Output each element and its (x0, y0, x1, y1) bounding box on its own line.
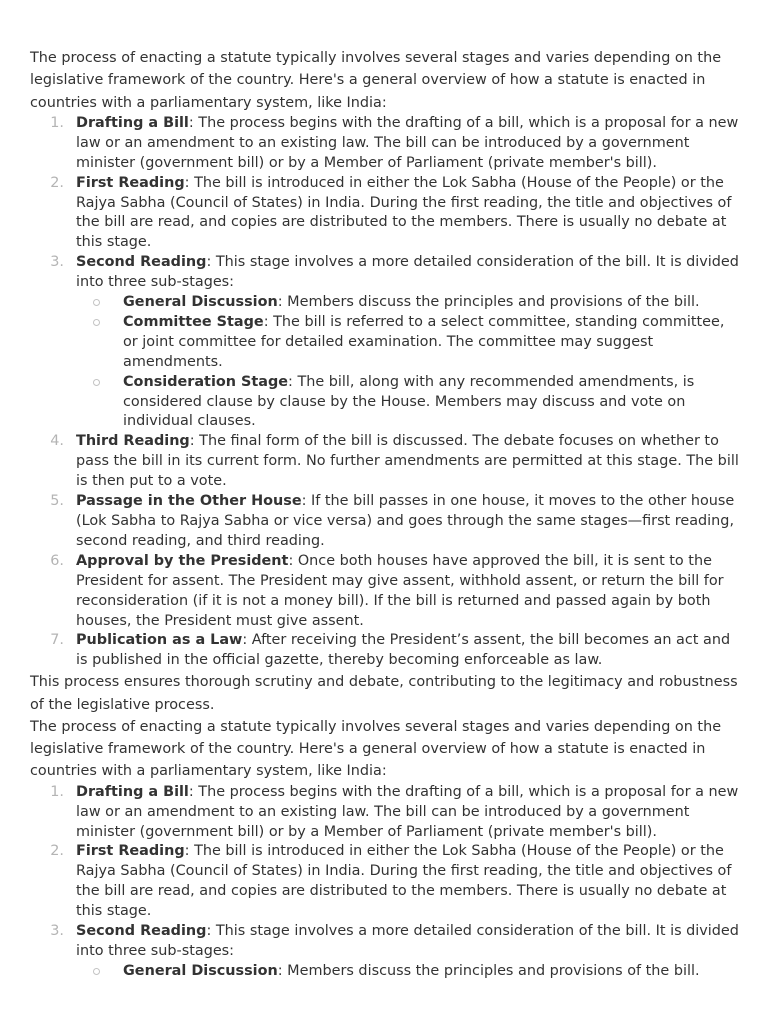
step-title: First Reading (76, 843, 185, 860)
sub-step-text: : Members discuss the principles and provisions of the bill. (277, 294, 700, 311)
sub-stages-list (76, 962, 742, 982)
sub-step-title: General Discussion (123, 294, 278, 311)
step-title: Drafting a Bill (76, 114, 189, 131)
list-number: 6. (50, 552, 64, 569)
list-number: 5. (50, 493, 64, 510)
outro-paragraph: This process ensures thorough scrutiny and debate, contributing to the legitimacy and robustness of the legislative process. (30, 674, 738, 713)
list-number: 1. (50, 783, 64, 800)
list-item (30, 783, 742, 843)
step-text: : The bill is introduced in either the Lok Sabha (House of the People) or the Rajya Sabha (Council of States) in India. During the first reading, the title and objectives of the bill are read, and copies are distributed to the members. There is usually no debate at this stage. (76, 843, 732, 920)
sub-stages-list (76, 293, 742, 432)
list-number: 3. (50, 254, 64, 271)
list-item (30, 253, 742, 432)
list-item (30, 922, 742, 982)
step-text: : The final form of the bill is discussed. The debate focuses on whether to pass the bill in its current form. No further amendments are permitted at this stage. The bill is then put to a vote. (76, 433, 739, 490)
list-number: 4. (50, 433, 64, 450)
sub-step-text: : The bill is referred to a select committee, standing committee, or joint committee for detailed examination. The committee may suggest amendments. (123, 313, 725, 370)
intro-paragraph: The process of enacting a statute typically involves several stages and varies depending on the legislative framework of the country. Here's a general overview of how a statute is enacted in countries with a parliamentary system, like India: (30, 50, 722, 111)
step-text: : This stage involves a more detailed consideration of the bill. It is divided into three sub-stages: (76, 923, 739, 959)
list-item (30, 552, 742, 632)
sub-step-text: : Members discuss the principles and provisions of the bill. (277, 962, 700, 979)
circle-bullet-icon (93, 299, 100, 306)
steps-list (30, 783, 742, 982)
sub-list-item (76, 373, 742, 433)
sub-list-item (76, 962, 742, 982)
list-number: 7. (50, 632, 64, 649)
sub-step-text: : The bill, along with any recommended amendments, is considered clause by clause by the House. Members may discuss and vote on individual clauses. (123, 373, 695, 430)
list-number: 3. (50, 923, 64, 940)
list-number: 1. (50, 114, 64, 131)
circle-bullet-icon (93, 319, 100, 326)
steps-list (30, 114, 742, 671)
step-text: : The process begins with the drafting of a bill, which is a proposal for a new law or an amendment to an existing law. The bill can be introduced by a government minister (government bill) or by a Member of Parliament (private member's bill). (76, 114, 739, 171)
list-item (30, 432, 742, 492)
step-title: Drafting a Bill (76, 783, 189, 800)
sub-list-item (76, 313, 742, 373)
step-text: : This stage involves a more detailed consideration of the bill. It is divided into three sub-stages: (76, 254, 739, 291)
document-page (30, 47, 742, 982)
step-text: : After receiving the President’s assent, the bill becomes an act and is published in the official gazette, thereby becoming enforceable as law. (76, 632, 731, 669)
document-section (30, 47, 742, 716)
sub-step-title: Committee Stage (123, 313, 264, 330)
sub-step-title: Consideration Stage (123, 373, 289, 390)
step-text: : The bill is introduced in either the Lok Sabha (House of the People) or the Rajya Sabha (Council of States) in India. During the first reading, the title and objectives of the bill are read, and copies are distributed to the members. There is usually no debate at this stage. (76, 174, 732, 251)
list-item (30, 114, 742, 174)
list-number: 2. (50, 174, 64, 191)
step-title: Second Reading (76, 923, 207, 940)
step-title: Passage in the Other House (76, 493, 302, 510)
list-item (30, 631, 742, 671)
document-section (30, 716, 742, 982)
sub-list-item (76, 293, 742, 313)
list-item (30, 174, 742, 254)
step-text: : If the bill passes in one house, it moves to the other house (Lok Sabha to Rajya Sabha or vice versa) and goes through the same stages—first reading, second reading, and third reading. (76, 493, 735, 549)
step-title: Approval by the President (76, 552, 289, 569)
list-item (30, 842, 742, 922)
list-item (30, 492, 742, 552)
step-text: : The process begins with the drafting of a bill, which is a proposal for a new law or an amendment to an existing law. The bill can be introduced by a government minister (government bill) or by a Member of Parliament (private member's bill). (76, 783, 739, 840)
sub-step-title: General Discussion (123, 962, 278, 979)
step-title: Publication as a Law (76, 632, 243, 649)
step-title: First Reading (76, 174, 185, 191)
circle-bullet-icon (93, 968, 100, 975)
step-title: Third Reading (76, 433, 190, 450)
list-number: 2. (50, 843, 64, 860)
intro-paragraph: The process of enacting a statute typically involves several stages and varies depending on the legislative framework of the country. Here's a general overview of how a statute is enacted in countries with a parliamentary system, like India: (30, 718, 722, 780)
step-title: Second Reading (76, 254, 207, 271)
step-text: : Once both houses have approved the bill, it is sent to the President for assent. The President may give assent, withhold assent, or return the bill for reconsideration (if it is not a money bill). If the bill is returned and passed again by both houses, the President must give assent. (76, 552, 724, 629)
circle-bullet-icon (93, 379, 100, 386)
